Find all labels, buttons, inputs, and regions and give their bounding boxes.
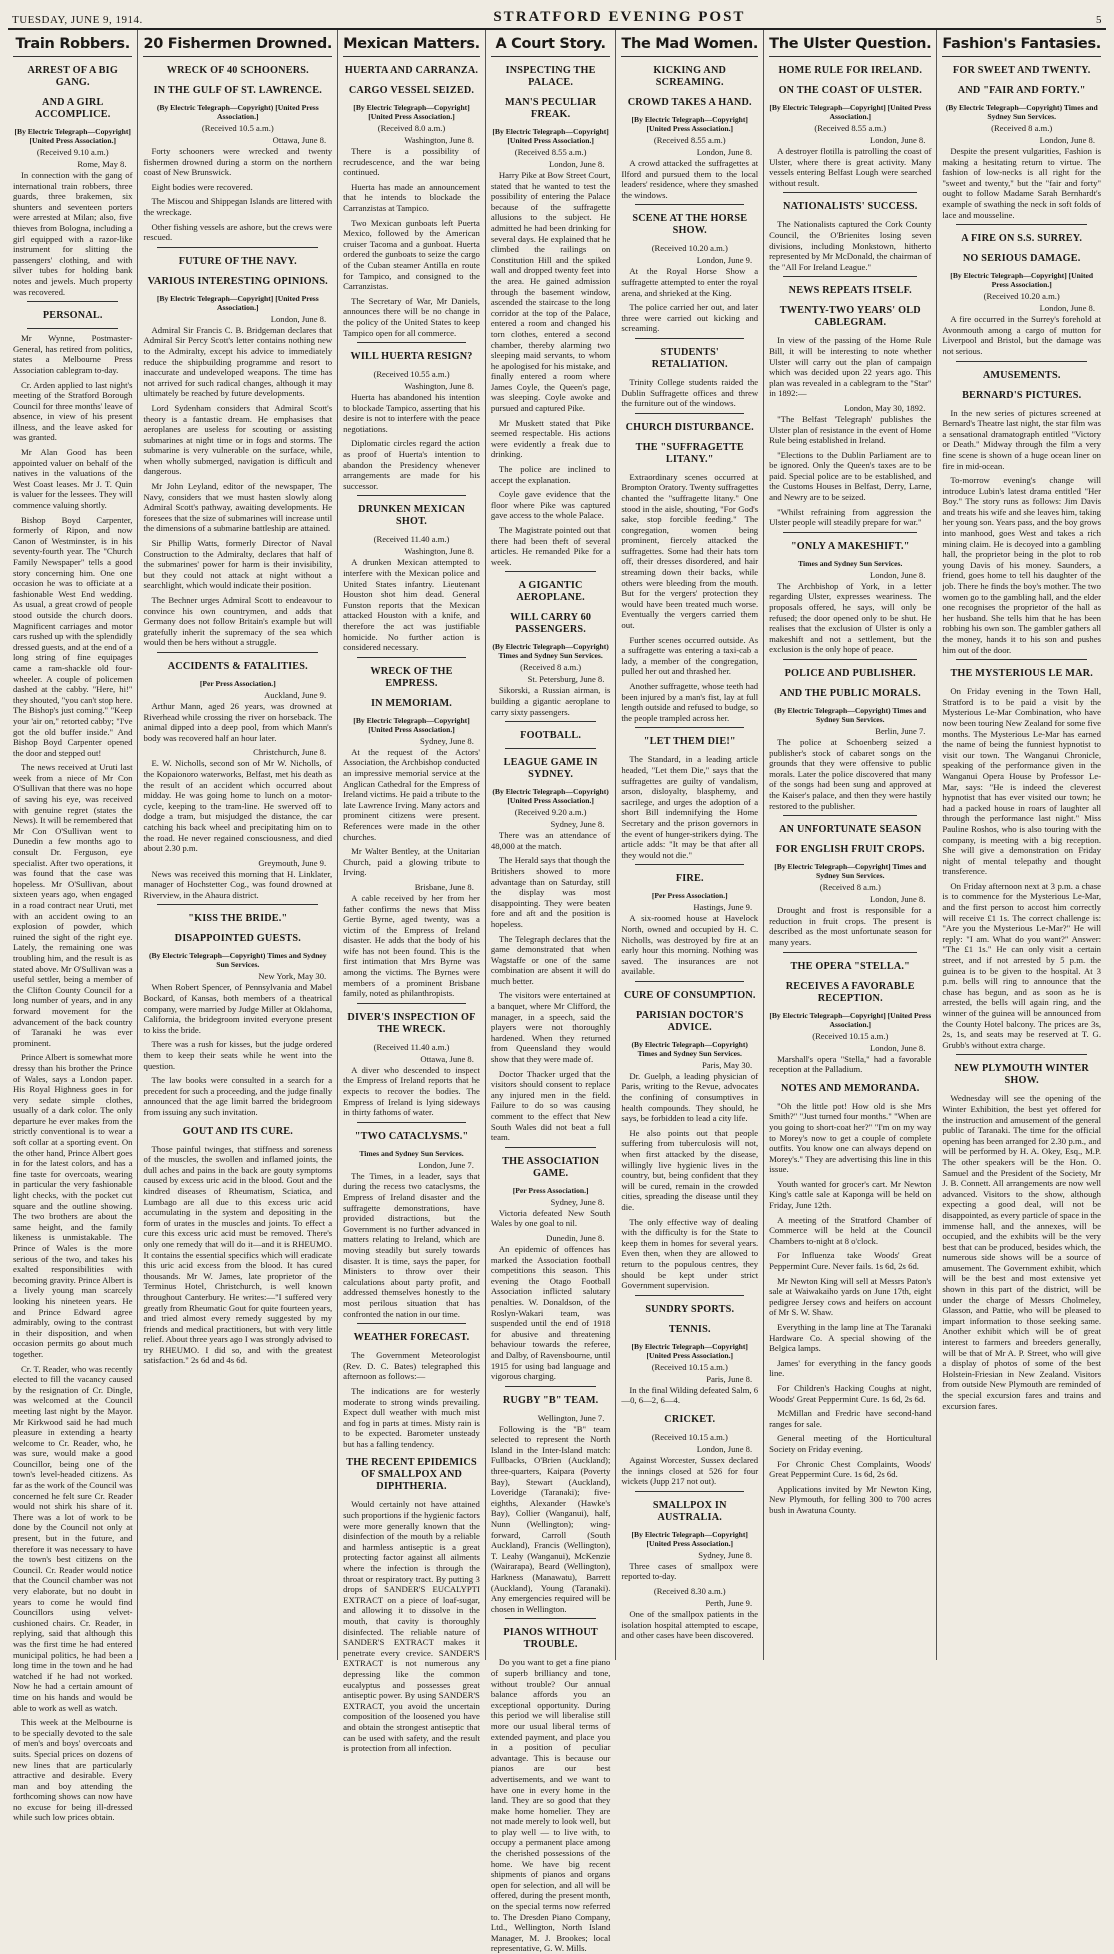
wire-credit: [By Electric Telegraph—Copyright] [United Press Association.] [631,1341,748,1360]
article-paragraph: A diver who descended to inspect the Empress of Ireland reports that he expects to recover the bodies. The Empress of Ireland is lying sideways in thirty fathoms of water. [343,1064,480,1118]
dateline: London, June 8. [270,313,327,324]
article-paragraph: In the new series of pictures screened at Bernard's Theatre last night, the star film was a sensational dramatograph entitled "Victory or Death." Midway through the film a very fine scene is shown of a huge ocean liner on fire in mid-ocean. [942,407,1102,471]
divider [956,1054,1087,1055]
wire-credit: [By Electric Telegraph—Copyright] [United Press Association.] [769,103,932,121]
article-paragraph: Mr Alan Good has been appointed valuer on behalf of the natives in the valuations of the West Coast leases. Mr J. T. Quin is valuer for the lessees. They will commence valuing shortly. [13,447,133,511]
subheading: AND "FAIR AND FORTY." [957,85,1086,96]
column-6 [764,30,937,1660]
subheading: HOME RULE FOR IRELAND. [778,65,923,76]
wire-credit: (By Electric Telegraph—Copyright) Times and Sydney Sun Services. [774,706,927,724]
article-paragraph: Harry Pike at Bow Street Court, stated that he wanted to test the possibility of entering the Palace because of the suffragette allusions to the subject. He admitted he had been drinking for several days. He explained that he climbed the railings on Constitution Hill and the spiked wall and dropped twenty feet into the area. He gained admission through the basement window, ascended the staircase to the long corridor at the top of the Palace, entered a room and changed his torn clothes, entered a second chamber, thereby alarming two sleeping maid servants, to whom he apologised for his mistake, and finally entered a room where James Coyle, the Queen's page, was sleeping. Coyle awoke and pursued and captured Pike. [490,170,611,414]
article-paragraph: The Miscou and Shippegan Islands are littered with the wreckage. [143,196,333,217]
article-paragraph: Two Mexican gunboats left Puerta Mexico, followed by the American cruiser Tacoma and a gunboat. Huerta ordered the gunboats to seize the cargo of the Cuban steamer Antilla en route for Tampico, and consigned to the Carranzistas. [343,217,480,292]
article-paragraph: McMillan and Fredric have second-hand ranges for sale. [769,1408,932,1429]
received-time: (Received 8.0 a.m.) [377,123,446,133]
divider [956,659,1087,660]
subheading: NATIONALISTS' SUCCESS. [783,201,918,213]
subheading: WILL CARRY 60 PASSENGERS. [510,612,592,636]
article-paragraph: The Herald says that though the Britishers showed to more advantage than on Saturday, still the display was most disappointing. They were beaten fore and aft and the position is hopeless. [490,855,611,929]
subheading: DRUNKEN MEXICAN SHOT. [358,504,465,528]
dateline: Washington, June 8. [404,546,474,557]
article-paragraph: The police are inclined to accept the explanation. [490,464,611,485]
subheading: CRICKET. [664,1413,716,1425]
article-paragraph: The police at Schoenberg seized a publisher's stock of cabaret songs on the grounds that they were offensive to public morals. Later the police discovered that many of the songs had been sung and approved at the Kaiser's palace, and then they were hastily restored to the publisher. [769,737,932,811]
divider [783,532,917,533]
dateline: London, June 8. [1039,135,1096,145]
article-paragraph: The Standard, in a leading article headed, "Let them Die," says that the suffragettes are guilty of vandalism, arson, disloyalty, blasphemy, and sacrilege, and urges the adoption of a short Bill indemnifying the Home Secretary and the prison governors in the event of hunger-strikers dying. The article adds: "It may be that after all they would not die." [621,754,759,860]
article-paragraph: Marshall's opera "Stella," had a favorable reception at the Palladium. [769,1053,932,1075]
divider [956,361,1087,362]
article-paragraph: Victoria defeated New South Wales by one goal to nil. [490,1207,611,1229]
article-paragraph: The Government Meteorologist (Rev. D. C. Bates) telegraphed this afternoon as follows:— [343,1350,480,1382]
subheading: STUDENTS' RETALIATION. [651,346,728,370]
column-7 [937,30,1106,1660]
received-time: (Received 8 a.m.) [520,662,582,673]
article-paragraph: Three cases of smallpox were reported to-day. [621,1560,759,1582]
article-paragraph: The law books were consulted in a search for a precedent for such a proceeding, and the judge finally announced that the age limit barred the bridegroom from issuing any such invitation. [143,1075,333,1117]
article-paragraph: Extraordinary scenes occurred at Brompton Oratory. Twenty suffragettes chanted the "suffragette litany." One stood in the aisle, shouting, "For God's sake, stop forcible feeding." The congregation, women being prominent, fiercely attacked the suffragettes. Some had their hats torn off, their dresses disordered, and hair streaming down their backs, while others were bleeding from the mouth. But for the vergers' protection they would have been treated much worse. Eventually the vergers carried them out. [621,471,759,631]
article-paragraph: Other fishing vessels are ashore, but the crews were rescued. [143,221,333,243]
received-time: (Received 10.15 a.m.) [651,1431,728,1442]
article-paragraph: In view of the passing of the Home Rule Bill, it will be interesting to note whether Ulster will carry out the plan of campaign which was decided upon 22 years ago. This plan was revealed in a cablegram to the "Star" in 1892:— [769,335,932,399]
article-paragraph: Eight bodies were recovered. [151,181,253,192]
subheading: THE RECENT EPIDEMICS OF SMALLPOX AND DIPHTHERIA. [346,1457,477,1493]
article-paragraph: Arthur Mann, aged 26 years, was drowned at Riverhead while crossing the river on horseback. The animal dipped into a deep pool, from which Mann's body was recovered half an hour later. [143,700,333,743]
article-paragraph: The police carried her out, and later three were carried out kicking and screaming. [621,302,759,334]
subheading: "KISS THE BRIDE." [188,913,288,925]
column-headline: A Court Story. [491,30,610,57]
article-paragraph: Prince Albert is somewhat more dressy than his brother the Prince of Wales, says a London paper. His Royal Highness goes in for very sedate simple clothes, usually of a dark color. The only departure he ever makes from the strictly conventional is to wear a soft collar at a sporting event. On the other hand, Prince Albert goes in for the latest colors, and has a fine taste for overcoats, wearing in particular the very fashionable light checks, with the pocket cut square and the outline showing. The two brothers are about the same height, and the family likeness is unmistakable. The Prince of Wales is the more serious of the two, and takes his exalted responsibilities with becoming gravity. Prince Albert is a lively young man scarcely looking his nineteen years. He and Prince Edward agree admirably, owing to the contrast in their disposition, and when occasion permits go about much together. [13,1052,133,1359]
dateline: London, June 8. [870,1042,926,1053]
divider [357,1122,466,1123]
article-paragraph: A crowd attacked the suffragettes at Ilford and pursued them to the local leaders' residence, where they smashed the windows. [621,158,759,200]
subheading: HUERTA AND CARRANZA. [344,65,479,76]
article-paragraph: Diplomatic circles regard the action as proof of Huerta's intention to abandon the Presidency whenever arrangements are made for his successor. [343,438,480,491]
divider [783,276,917,277]
received-time: (Received 8 a.m.) [819,882,881,893]
dateline: London, June 8. [870,894,926,905]
subheading: SUNDRY SPORTS. [645,1303,735,1315]
subheading: SMALLPOX IN AUSTRALIA. [652,1499,727,1523]
subheading: THE OPERA "STELLA." [790,960,911,972]
article-paragraph: At the request of the Actors' Association, the Archbishop conducted an impressive memorial service at the Anglican Cathedral for the Empress of Ireland victims. He paid a tribute to the late Lawrence Irving. Many actors and prominent citizens were present. References were made in the other churches. [343,746,480,842]
subheading: THE "SUFFRAGETTE LITANY." [635,441,744,465]
article-paragraph: A drunken Mexican attempted to interfere with the Mexican police and United States infantry. Lieutenant Houston shot him dead. General Funston reports that the Mexican attacked Houston with a knife, and therefore the act was justifiable homicide. No further action is considered necessary. [343,557,480,653]
column-headline: The Ulster Question. [769,30,931,57]
article-paragraph: Would certainly not have attained such proportions if the hygienic factors were more generally known that the disinfection of the mouth by a reliable and harmless antiseptic is a great protecting factor against all ailments where the infection is through the throat or respiratory tract. By putting 3 drops of SANDER'S EUCALYPTI EXTRACT on a piece of loaf-sugar, and allowing it to dissolve in the mouth, that cavity is thoroughly disinfected. The reliable nature of SANDER'S EXTRACT makes it penetrate every crevice. SANDER'S EXTRACT is not numerous any depressing like the common eucalyptus and possesses great antiseptic power. By using SANDER'S EXTRACT, you avoid the uncertain composition of the loosened you have and obtain the strongest antiseptic that can be used with safety, and the result is protection from all infection. [343,1499,480,1754]
article-paragraph: When Robert Spencer, of Pennsylvania and Mabel Bockard, of Kansas, both members of a theatrical company, were married by Judge Miller at Oklahoma, California, the bridegroom invited everyone present to kiss the bride. [143,982,333,1035]
article-paragraph: Following is the "B" team selected to represent the North Island in the Inter-Island match: Fullbacks, O'Brien (Auckland); three-quarters, Kaipara (Poverty Bay), Stewart (Auckland), Loveridge (Taranaki); five-eighths, Alexander (Hawke's Bay), Collier (Wanganui), half, Nunn (Wellington); wing-forward, Carroll (South Auckland), Francis (Wellington), T. Leahy (Wanganui), McKenzie (Wairarapa), Beard (Wellington), Harkness (Manawatu), Barrett (Auckland), Young (Taranaki). Any emergencies required will be chosen in Wellington. [490,1423,611,1614]
article-paragraph: E. W. Nicholls, second son of Mr W. Nicholls, of the Kopaionoro waterworks, Belfast, met his death as the result of an accident which occurred about midday. He was going home to lunch on a motor-cycle, keeping to the tram-line. He swerved off to dodge a tram, but misjudged the distance, the car catching his back wheel and precipitating him on to the road. He never regained consciousness, and died about 2.30 p.m. [143,758,333,854]
column-4 [486,30,616,1954]
wire-credit: [By Electric Telegraph—Copyright] [United Press Association.] [631,115,748,133]
dateline: Ottawa, June 8. [420,1053,474,1064]
wire-credit: [By Electric Telegraph—Copyright] [United Press Association.] [14,127,131,145]
divider [357,1323,466,1324]
article-paragraph: Lord Sydenham considers that Admiral Scott's theory is a fantastic dream. He emphasises that aeroplanes are useless for scouting or assisting submarines at night time or in fogs and storms. The submarine is very vulnerable on the surface, while, when wholly submerged, navigation is difficult and dangerous. [143,402,333,477]
received-time: (Received 8.30 a.m.) [653,1585,726,1596]
subheading: A GIGANTIC AEROPLANE. [516,580,585,604]
subheading: CURE OF CONSUMPTION. [623,989,756,1001]
article-paragraph: This week at the Melbourne is to be specially devoted to the sale of men's and boys' overcoats and suits. Special prices on dozens of new lines that are particularly attractive and desirable. Every man and boy attending the forthcoming shows can now have no excuse for being ill-dressed while such low prices obtain. [13,1717,133,1823]
subheading: NO SERIOUS DAMAGE. [962,253,1081,265]
dateline: London, June 8. [1039,303,1096,314]
article-paragraph: Mr John Leyland, editor of the newspaper, The Navy, considers that we must hasten slowly along Admiral Scott's pathway, awaiting developments. He foresees that the size of submarines will increase until the dimensions of a submarine battleship are attained. [143,481,333,534]
dateline: Berlin, June 7. [875,726,926,736]
wire-credit: [By Electric Telegraph—Copyright] [United Press Association.] [156,293,319,312]
subheading: ARREST OF A BIG GANG. [27,65,118,88]
subheading: NEWS REPEATS ITSELF. [788,285,912,297]
article-paragraph: Mr Walter Bentley, at the Unitarian Church, paid a glowing tribute to Irving. [343,846,480,878]
divider [357,657,466,658]
divider [157,904,318,905]
dateline: Washington, June 8. [404,135,474,145]
received-time: (Received 11.40 a.m.) [373,1041,450,1052]
subheading: KICKING AND SCREAMING. [653,65,727,88]
article-paragraph: There was an attendance of 48,000 at the match. [490,830,611,851]
divider [635,338,744,339]
dateline: Washington, June 8. [404,381,474,392]
dateline: Sydney, June 8. [550,1196,605,1207]
divider [783,815,917,816]
subheading: DISAPPOINTED GUESTS. [174,933,301,945]
received-time: (Received 8.55 a.m.) [814,123,887,133]
article-paragraph: The Telegraph declares that the game demonstrated that when Wagstaffe or one of the same combination are absent it will do much better. [490,933,611,986]
subheading: A FIRE ON S.S. SURREY. [961,233,1083,245]
dateline: London, June 8. [696,147,753,157]
divider [505,571,596,572]
article-paragraph: Coyle gave evidence that the floor where Pike was captured gave access to the whole Palace. [490,489,611,521]
article-paragraph: The Magistrate pointed out that there had been theft of several articles. He remanded Pike for a week. [490,525,611,567]
divider [505,1386,596,1387]
wire-credit: [Per Press Association.] [651,891,728,901]
subheading: TENNIS. [668,1323,711,1335]
dateline: Wellington, June 7. [537,1412,605,1423]
divider [783,952,917,953]
divider [505,1618,596,1619]
wire-credit: [By Electric Telegraph—Copyright] [United Press Association.] [950,271,1094,290]
wire-credit: (By Electric Telegraph—Copyright) Times and Sydney Sun Services. [945,103,1098,121]
received-time: (Received 10.5 a.m.) [201,123,274,133]
dateline: London, June 8. [870,135,926,145]
dateline: Paris, June 8. [706,1373,753,1384]
received-time: (Received 8 a.m.) [991,123,1053,133]
dateline: Hastings, June 9. [693,902,753,913]
wire-credit: [By Electric Telegraph—Copyright] [United Press Association.] [353,715,470,734]
wire-credit: [By Electric Telegraph—Copyright] [United Press Association.] [492,127,609,145]
divider [956,224,1087,225]
article-paragraph: There was a rush for kisses, but the judge ordered them to keep their seats while he went into the question. [143,1039,333,1071]
dateline: Greymouth, June 9. [258,857,327,868]
divider [783,659,917,660]
dateline: London, June 8. [548,159,605,169]
article-paragraph: "Elections to the Dublin Parliament are to be ignored. Only the Queen's taxes are to be paid. Special police are to be established, and the Customs Houses in Belfast, Derry, Larne, and Newry are to be seized. [769,449,932,503]
article-paragraph: Cr. Arden applied to last night's meeting of the Stratford Borough Council for three months' leave of absence, in view of his present illness, and the leave asked for was granted. [13,379,133,443]
divider [635,727,744,728]
wire-credit: [By Electric Telegraph—Copyright] Times and Sydney Sun Services. [774,862,927,881]
wire-credit: Times and Sydney Sun Services. [798,558,903,568]
divider [505,748,596,749]
subheading: NOTES AND MEMORANDA. [781,1082,920,1094]
subheading: ON THE COAST OF ULSTER. [778,85,922,96]
article-paragraph: One of the smallpox patients in the isolation hospital attempted to escape, and other cases have been discovered. [621,1608,759,1641]
dateline: Sydney, June 8. [550,819,605,830]
article-paragraph: "Whilst refraining from aggression the Ulster people will steadily prepare for war." [769,506,932,528]
subheading: RECEIVES A FAVORABLE RECEPTION. [785,980,915,1004]
article-paragraph: Cr. T. Reader, who was recently elected to fill the vacancy caused by the resignation of Cr. Dingle, was welcomed at the Council meeting last night by the Mayor. Mr Kirkwood said he had much pleasure in extending a hearty welcome to Cr. Reader, who, he was sure, would make a good Councillor, being one of the town's level-headed citizens. As far as the work of the Council was concerned he felt sure Cr. Reader would not shirk his share of it. There was a lot of work to be done by the Council not only at present, but in the future, and therefore it was necessary to have the town's best citizens on the Council. Cr. Reader would notice that the Council chamber was not very elaborate, but no doubt in years to come he would find Councillors using velvet-cushioned chairs. Cr. Reader, in replying, said that although this was the first time he had entered municipal politics, he had been a long time in the town and he had watched if he had not worked. Now he had a certain amount of time on his hands and would be able to work as well as watch. [13,1363,133,1713]
article-paragraph: For Influenza take Woods' Great Peppermint Cure. Never fails. 1s 6d, 2s 6d. [769,1250,932,1272]
column-headline: Mexican Matters. [343,30,480,57]
divider [635,981,744,982]
article-paragraph: The Times, in a leader, says that during the recess two cataclysms, the Empress of Ireland disaster and the suffragette demonstrations, have provided distractions, but the Government is no further advanced in matters relating to Ireland, which are moving steadily but surely towards disaster. It is time, says the paper, for Ministers to throw over their calculations about party profit, and addressed themselves honestly to the most perilous situation that has confronted the nation in our time. [343,1170,480,1319]
article-paragraph: Doctor Thacker urged that the visitors should consent to replace any injured men in the field. Failure to do so was causing comment to the effect that New South Wales did not beat a full team. [490,1068,611,1143]
article-paragraph: Sikorski, a Russian airman, is building a gigantic aeroplane to carry sixty passengers. [490,685,611,717]
columns-container [8,30,1106,1954]
subheading: PIANOS WITHOUT TROUBLE. [503,1627,598,1651]
received-time: (Received 8.55 a.m.) [514,147,587,157]
subheading: FOR ENGLISH FRUIT CROPS. [775,844,925,856]
dateline: Brisbane, June 8. [414,881,474,892]
article-paragraph: The Bechner urges Admiral Scott to endeavour to convince his own countrymen, and adds that Germany does not follow Britain's example but will gratefully inherit the supremacy of the sea which would then be hers without a struggle. [143,595,333,648]
divider [157,247,318,248]
subheading: WEATHER FORECAST. [353,1332,470,1344]
wire-credit: Times and Sydney Sun Services. [359,1148,464,1158]
dateline: London, May 30, 1892. [844,402,926,413]
article-paragraph: On Friday afternoon next at 3 p.m. a chase is to commence for the Mysterious Le-Mar, and the first person to accost him correctly will receive £1 1s. The correct challenge is: "Are you the Mysterious Le-Mar?" He will reply: "I am. What do you want?" Answer: "The £1 1s." He can only visit a certain street, and if not arrested by 5 p.m. the guinea is to be given to the hospital. At 3 p.m. bells will ring to announce that the chase has begun, and as soon as he is arrested, the bells will again ring, and the winner of the guinea will be announced from the County Hotel balcony. The prices are 3s, 2s, 1s, and seats may be reserved at T. G. Grubb's without extra charge. [942,880,1102,1050]
dateline: Christchurch, June 8. [253,747,327,758]
subheading: MAN'S PECULIAR FREAK. [504,97,597,120]
wire-credit: (By Electric Telegraph—Copyright) Times and Sydney Sun Services. [631,1039,748,1058]
dateline: London, June 9. [696,255,753,266]
subheading: CARGO VESSEL SEIZED. [348,85,475,96]
article-paragraph: General meeting of the Horticultural Society on Friday evening. [769,1433,932,1454]
divider [635,1295,744,1296]
received-time: (Received 10.20 a.m.) [651,243,728,254]
subheading: "ONLY A MAKESHIFT." [790,540,910,552]
dateline: Rome, May 8. [77,159,127,169]
wire-credit: [Per Press Association.] [199,678,276,688]
received-time: (Received 10.15 a.m.) [651,1361,728,1372]
article-paragraph: A destroyer flotilla is patrolling the coast of Ulster, where there is great activity. Many vessels entering Belfast Lough were searched without result. [769,146,932,188]
article-paragraph: The Nationalists captured the Cork County Council, the O'Brienites losing seven divisions, including Monkstown, hitherto represented by Mr McDonald, the chairman of the "All For Ireland League." [769,219,932,272]
received-time: (Received 9.20 a.m.) [514,807,587,818]
received-time: (Received 10.55 a.m.) [373,369,450,380]
subheading: THE MYSTERIOUS LE MAR. [950,668,1093,680]
article-paragraph: Do you want to get a fine piano of superb brilliancy and tone, without trouble? Our annual balance affords you an exceptional opportunity. During this period we will liberalise still more our usual liberal terms of extended payment, and place you in a position of peculiar advantage. This is because our pianos are our best advertisements, and we want to have one in every home in the land. They are so good that they make home homelier. They are not made merely to look well, but to play well — to live with, to occupy a permanent place among the cherished possessions of the home. We have big recent shipments of pianos and organs open for selection, and all will be offered, during the present month, on the special terms now referred to. The Dresden Piano Company, Ltd., Wellington, North Island Manager, M. J. Brookes; local representative, G. W. Mills. [490,1657,611,1954]
article-paragraph: The indications are for westerly moderate to strong winds prevailing. Expect dull weather with much mist and fog in parts at times. Misty rain is to be expected. Barometer unsteady but has a falling tendency. [343,1385,480,1449]
article-paragraph: Trinity College students raided the Dublin Suffragette offices and threw the furniture out of the windows. [621,376,759,409]
article-paragraph: Huerta has abandoned his intention to blockade Tampico, asserting that his desire is not to interfere with the peace negotiations. [343,392,480,434]
article-paragraph: He also points out that people suffering from tuberculosis will not, when first attacked by the disease, willingly live hygienic lives in the country, but, being confident that they will be cured, remain in the crowded cities, spreading the disease until they die. [621,1127,759,1212]
article-paragraph: There is a possibility of recrudescence, and the war being continued. [343,146,480,178]
subheading: ACCIDENTS & FATALITIES. [167,660,308,672]
article-paragraph: For Chronic Chest Complaints, Woods' Great Peppermint Cure. 1s 6d, 2s 6d. [769,1458,932,1480]
article-paragraph: A meeting of the Stratford Chamber of Commerce will be held at the Council Chambers to-night at 8 o'clock. [769,1214,932,1246]
column-headline: 20 Fishermen Drowned. [143,30,332,57]
subheading: POLICE AND PUBLISHER. [784,668,916,679]
divider [157,652,318,653]
column-3 [338,30,486,1754]
column-headline: Train Robbers. [13,30,132,57]
divider [27,301,118,302]
divider [783,192,917,193]
subheading: GOUT AND ITS CURE. [182,1125,294,1137]
wire-credit: (By Electric Telegraph—Copyright) Times and Sydney Sun Services. [149,951,327,970]
column-5 [616,30,764,1660]
divider [635,1491,744,1492]
subheading: FOR SWEET AND TWENTY. [952,65,1091,76]
article-paragraph: A cable received by her from her father confirms the news that Miss Gertie Byrne, aged twenty, was a victim of the Empress of Ireland disaster. He adds that the body of his wife has not been found. This is the first intimation that Mrs Byrne was among the victims. The Byrnes were members of a prominent Brisbane family, noted as philanthropists. [343,892,480,999]
divider [505,1147,596,1148]
article-paragraph: Those painful twinges, that stiffness and soreness of the muscles, the swollen and inflamed joints, the dull aches and pains in the back are gouty symptoms caused by excess uric acid in the blood. Gout and the kindred diseases of Rheumatism, Sciatica, and Lumbago are all due to this excess uric acid accumulating in the system and depositing in the form of urates in the muscles and joints. To effect a cure this excess uric acid must be removed. There's only one remedy that will do it—and it is RHEUMO. It contains the essential specifics which will eradicate this uric acid excess from the blood. It has cured thousands. Mr W. James, late proprietor of the Terminus Hotel, Christchurch, is well known throughout Canterbury. He writes:—"I suffered very greatly from Rheumatic Gout for quite fourteen years, and tried almost every remedy suggested by my friends and medical practitioners, but with very little relief. About three years ago I was strongly advised to try RHEUMO. I did so, and with the greatest satisfaction." 2s 6d and 4s 6d. [143,1143,333,1366]
subheading: BERNARD'S PICTURES. [962,389,1082,401]
received-time: (Received 8.55 a.m.) [653,135,726,145]
article-paragraph: To-morrow evening's change will introduce Lubin's latest drama entitled "Her Boy." The story runs as follows: Jim Davis and treats his wife and she leaves him, taking her young son. Years pass, and the boy grows into manhood, goes West and takes a rich mining claim. He is decoyed into a gambling hall, the proprietor being in the plot to rob young Davis of his money. Saunders, a friend, goes home to tell his daughter of the job. There he finds the boy's mother. The two women go to the gambling hall, and the elder one recognises the proprietor of the hall as her husband. She tells him that he has been robbing his own son. The gambler gathers all the money, hands it to his son and pushes him out of the door. [942,475,1102,655]
subheading: WILL HUERTA RESIGN? [350,351,473,363]
article-paragraph: James' for everything in the fancy goods line. [769,1357,932,1379]
article-paragraph: At the Royal Horse Show a suffragette attempted to enter the royal arena, and shrieked at the King. [621,266,759,298]
subheading: SCENE AT THE HORSE SHOW. [632,213,748,237]
divider [357,342,466,343]
column-2 [138,30,338,1660]
subheading: WRECK OF THE EMPRESS. [370,665,453,689]
divider [505,721,596,722]
article-paragraph: In connection with the gang of international train robbers, three guards, three brakemen, six shunters and seventeen porters were arrested at Milan; also, five thieves from Bologna, including a girl equipped with a razor-like instrument for slitting the passengers' clothing, and with silver tubes for holding bank notes and jewels. Much property was recovered. [13,170,133,297]
page-number: 5 [1095,14,1102,26]
subheading: VARIOUS INTERESTING OPINIONS. [147,275,328,287]
subheading: TWENTY-TWO YEARS' OLD CABLEGRAM. [779,305,921,329]
divider [635,413,744,414]
subheading: PERSONAL. [42,310,103,322]
received-time: (Received 11.40 a.m.) [373,534,450,545]
subheading: THE ASSOCIATION GAME. [502,1155,600,1179]
dateline: London, June 8. [870,569,926,580]
article-paragraph: On Friday evening in the Town Hall, Stratford is to be paid a visit by the Mysterious Le-Mar Combination, who have now been touring New Zealand for some five months. The Mysterious Le-Mar has earned the name of being the funniest hypnotist to visit our town. The Wanganui Chronicle, speaking of the performance given in the Wanganui Opera House by Professor Le-Mar, says: "He is indeed the cleverest hypnotist that has ever visited our town; he had a packed house in roars of laughter all through the performance last night." Miss Pauline Roshos, who is also touring with the company, is meeting with a big reception. She will give a demonstration on Friday night of mental telepathy and thought transference. [942,686,1102,877]
article-paragraph: For Children's Hacking Coughs at night, Woods' Great Peppermint Cure. 1s 6d, 2s 6d. [769,1382,932,1404]
divider [357,495,466,496]
dateline: London, June 8. [696,1443,753,1454]
article-paragraph: Admiral Sir Francis C. B. Bridgeman declares that Admiral Sir Percy Scott's letter contains nothing new to the Admiralty, except his advice to immediately reduce the shipbuilding programme and resort to inaccurate and undeveloped weapons. The time has not arrived for such radical changes, although it may ultimately be reached by future developments. [143,324,333,399]
subheading: NEW PLYMOUTH WINTER SHOW. [954,1063,1089,1087]
article-paragraph: A six-roomed house at Havelock North, owned and occupied by H. C. Nicholls, was destroyed by fire at an early hour this morning. Nothing was saved. The insurances are not available. [621,913,759,977]
divider [635,204,744,205]
dateline: Sydney, June 8. [698,1549,753,1560]
article-paragraph: Wednesday will see the opening of the Winter Exhibition, the best yet offered for the instruction and amusement of the general public of Taranaki. The time for the official opening has been arranged for 2.30 p.m., and will be performed by H. A. Okey, Esq., M.P. The other speakers will be the Hon. O. Samuel and the President of the Society, Mr J. B. Connett. All arrangements are now well advanced. Visitors to the show, although expecting a good deal, will not be disappointed, as every particle of space in the immense hall, and the annexes, will be occupied, and the exhibits will be the very best that can be produced, besides which, the numerous side shows will be a source of amusement. The Government exhibit, which will be the best and most extensive yet shown in this part of the district, will be under the charge of Messrs Cholmeley, Glasson, and Pattie, who will be pleased to impart information to those seeking same. Another exhibit which will be of great interest to farmers and breeders generally, will be that of Mr A. P. Street, who will give a display of photos of some of the best Holstein-Friesian in New Zealand. Visitors from outside New Plymouth are reminded of the special excursion fares and trains and excursion fares. [942,1093,1102,1411]
subheading: RUGBY "B" TEAM. [502,1394,599,1406]
received-time: (Received 10.15 a.m.) [812,1030,889,1041]
wire-credit: [Per Press Association.] [512,1185,589,1195]
wire-credit: (By Electric Telegraph—Copyright) [United Press Association.] [156,103,319,121]
subheading: WRECK OF 40 SCHOONERS. [166,65,309,76]
dateline: Ottawa, June 8. [272,135,327,145]
subheading: IN MEMORIAM. [370,697,453,709]
wire-credit: [By Electric Telegraph—Copyright] [United Press Association.] [631,1529,748,1548]
article-paragraph: Applications invited by Mr Newton King, New Plymouth, for felling 300 to 700 acres bush in Awatuna County. [769,1483,932,1515]
subheading: "LET THEM DIE!" [643,736,736,748]
divider [357,1003,466,1004]
subheading: "TWO CATACLYSMS." [354,1130,469,1142]
dateline: St. Petersburg, June 8. [527,674,605,685]
subheading: AND A GIRL ACCOMPLICE. [34,97,111,120]
received-time: (Received 9.10 a.m.) [36,147,109,157]
article-paragraph: The Secretary of War, Mr Daniels, announces there will be no change in the policy of the United States to keep Tampico open for all commerce. [343,295,480,338]
article-paragraph: Mr Muskett stated that Pike seemed respectable. His actions were evidently a freak due to drinking. [490,417,611,460]
subheading: CROWD TAKES A HAND. [627,97,752,108]
divider [27,328,118,329]
subheading: PARISIAN DOCTOR'S ADVICE. [636,1009,744,1033]
dateline: Auckland, June 9. [264,689,327,700]
article-paragraph: Bishop Boyd Carpenter, formerly of Ripon, and now Canon of Westminster, is in his seventy-fourth year. The "Church Family Newspaper" tells a good story concerning him. One one occasion he was to officiate at a fashionable West End wedding. As usual, a great crowd of people stood outside the church doors. Magnificent carriages and motor cars rushed up with the splendidly dressed guests, and at the end of a long string of fine equipages came a ram-shackle old four-wheeler. A couple of policemen dashed at the cabby. "Here, hi!" they shouted, "you can't stop here. The Bishop's just coming." "Keep your 'air on," retorted cabby; "I've got the old buffer inside." And Bishop Boyd Carpenter opened the door and stepped out! [13,514,133,758]
article-paragraph: Mr Newton King will sell at Messrs Paton's sale at Waiwakaiho yards on June 17th, eight pedigree Jersey cows and heifers on account of Mr S. W. Shaw. [769,1275,932,1318]
dateline: Dunedin, June 8. [546,1232,605,1243]
article-paragraph: Mr Wynne, Postmaster-General, has retired from politics, states a Melbourne Press Association cablegram to-day. [13,333,133,375]
issue-date: TUESDAY, JUNE 9, 1914. [12,14,143,26]
subheading: FOOTBALL. [520,730,582,742]
dateline: Sydney, June 8. [420,735,474,746]
article-paragraph: The news received at Uruti last week from a niece of Mr Con O'Sullivan that there was no hope of saving his eye, was received with genuine regret (states the News). It will be remembered that Mr Con O'Sullivan went to Dunedin a few months ago to consult Dr. Ferguson, eye specialist. After two operations, it was found that the case was hopeless. Mr O'Sullivan, about sixteen years ago, when engaged in a road contract near Uruti, met with an accident owing to an explosion of powder, which ruined the sight of the right eye. Lately, the remaining one was troubling him, and the result is as stated above. Mr O'Sullivan was a useful settler, being a member of the Clifton County Council for a long number of years, and in any forward movement for the advancement of the back country of Taranaki he was ever prominent. [13,762,133,1048]
subheading: INSPECTING THE PALACE. [505,65,596,88]
article-paragraph: The only effective way of dealing with the difficulty is for the State to keep them in homes for several years. Even then, when they are allowed to return to the populous centres, they should be kept under strict Government supervision. [621,1216,759,1291]
subheading: FIRE. [675,873,704,885]
subheading: AMUSEMENTS. [982,369,1061,381]
subheading: AN UNFORTUNATE SEASON [779,824,922,836]
article-paragraph: "The Belfast 'Telegraph' publishes the Ulster plan of resistance in the event of Home Rule being established in Ireland. [769,413,932,446]
subheading: CHURCH DISTURBANCE. [625,421,754,433]
article-paragraph: A fire occurred in the Surrey's forehold at Avonmouth among a cargo of mutton for Liverpool and Bristol, but the damage was not serious. [942,314,1102,356]
subheading: IN THE GULF OF ST. LAWRENCE. [153,85,322,96]
wire-credit: [By Electric Telegraph—Copyright] [United Press Association.] [769,1010,932,1029]
column-headline: Fashion's Fantasies. [942,30,1101,57]
subheading: DIVER'S INSPECTION OF THE WRECK. [347,1011,476,1035]
article-paragraph: The visitors were entertained at a banquet, where Mr Clifford, the manager, in a speech, said the players were not thoroughly hardened. When they returned from Queensland they would show that they were made of. [490,990,611,1065]
wire-credit: (By Electric Telegraph—Copyright) Times and Sydney Sun Services. [492,642,609,661]
column-1 [8,30,138,1823]
divider [635,864,744,865]
article-paragraph: An epidemic of offences has marked the Association football competitions this season. This evening the Otago Football Association inflicted salutary penalties. W. Donaldson, of the Roslyn-Wakari team, was suspended until the end of 1918 for abusive and threatening behaviour towards the referee, and Dalby, of Ravensbourne, until 1915 for using bad language and vigorous charging. [490,1243,611,1382]
article-paragraph: News was received this morning that H. Linklater, manager of Hochstetter Cog., was found drowned at Riverview, in the Ahaura district. [143,868,333,900]
newspaper-title: STRATFORD EVENING POST [493,9,746,25]
article-paragraph: Sir Phillip Watts, formerly Director of Naval Construction to the Admiralty, declares that half of the submarines' power for harm is their invisibility, but they could not attack at night without a searchlight, which would indicate their position. [143,538,333,591]
article-paragraph: In the final Wilding defeated Salm, 6—0, 6—2, 6—4. [621,1384,759,1406]
dateline: Paris, May 30. [702,1059,753,1070]
article-paragraph: Forty schooners were wrecked and twenty fishermen drowned during a storm on the northern coast of New Brunswick. [143,146,333,178]
article-paragraph: Youth wanted for grocer's cart. Mr Newton King's cattle sale at Kaponga will be held on Friday, June 12th. [769,1178,932,1211]
article-paragraph: Dr. Guelph, a leading physician of Paris, writing to the Revue, advocates the confining of consumptives in health compounds. They should, he says, be forbidden to lead a city life. [621,1070,759,1124]
dateline: London, June 7. [418,1159,474,1170]
masthead [8,6,1106,30]
article-paragraph: Everything in the lamp line at The Taranaki Hardware Co. A special showing of the Belgica lamps. [769,1322,932,1354]
wire-credit: [By Electric Telegraph—Copyright] [United Press Association.] [353,103,470,121]
article-paragraph: Drought and frost is responsible for a reduction in fruit crops. The present is described as the most unfortunate season for many years. [769,905,932,947]
article-paragraph: Despite the present vulgarities, Fashion is making a hesitating return to virtue. The fashion of low-necks is all right for the "sweet and twenty," but the "fair and forty" ought to follow Madame Sarah Bernhardt's example of swathing the neck in soft folds of lace and mousseline. [942,146,1102,220]
article-paragraph: Further scenes occurred outside. As a suffragette was entering a taxi-cab a lady, a member of the congregation, pulled her out and thrashed her. [621,634,759,677]
article-paragraph: The Archbishop of York, in a letter regarding Ulster, expresses weariness. The proposals offered, he says, will only be refused; the door opened only to be shut. He realises that the exclusion of Ulster is only a makeshift and not a settlement, but the exclusion is the only hope of peace. [769,580,932,655]
article-paragraph: Huerta has made an announcement that he intends to blockade the Carranzistas at Tampico. [343,181,480,213]
subheading: LEAGUE GAME IN SYDNEY. [503,757,598,781]
article-paragraph: Against Worcester, Sussex declared the innings closed at 526 for four wickets (Jupp 217 not out). [621,1454,759,1487]
subheading: AND THE PUBLIC MORALS. [779,688,921,699]
subheading: FUTURE OF THE NAVY. [178,255,297,267]
article-paragraph: "Oh the little pot! How old is she Mrs Smith?" "Just turned four months." "When are you going to short-coat her?" "I'm on my way to Morey's now to get a couple of complete outfits. You know one can always depend on Morey's." They are advertising this line in this issue. [769,1100,932,1175]
received-time: (Received 10.20 a.m.) [983,291,1060,302]
dateline: Perth, June 9. [705,1597,753,1608]
wire-credit: (By Electric Telegraph—Copyright) [United Press Association.] [492,787,609,806]
column-headline: The Mad Women. [621,30,758,57]
article-paragraph: Another suffragette, whose teeth had been injured by a man's fist, lay at full length outside and refused to budge, so the people trampled across her. [621,681,759,723]
dateline: New York, May 30. [258,971,327,982]
